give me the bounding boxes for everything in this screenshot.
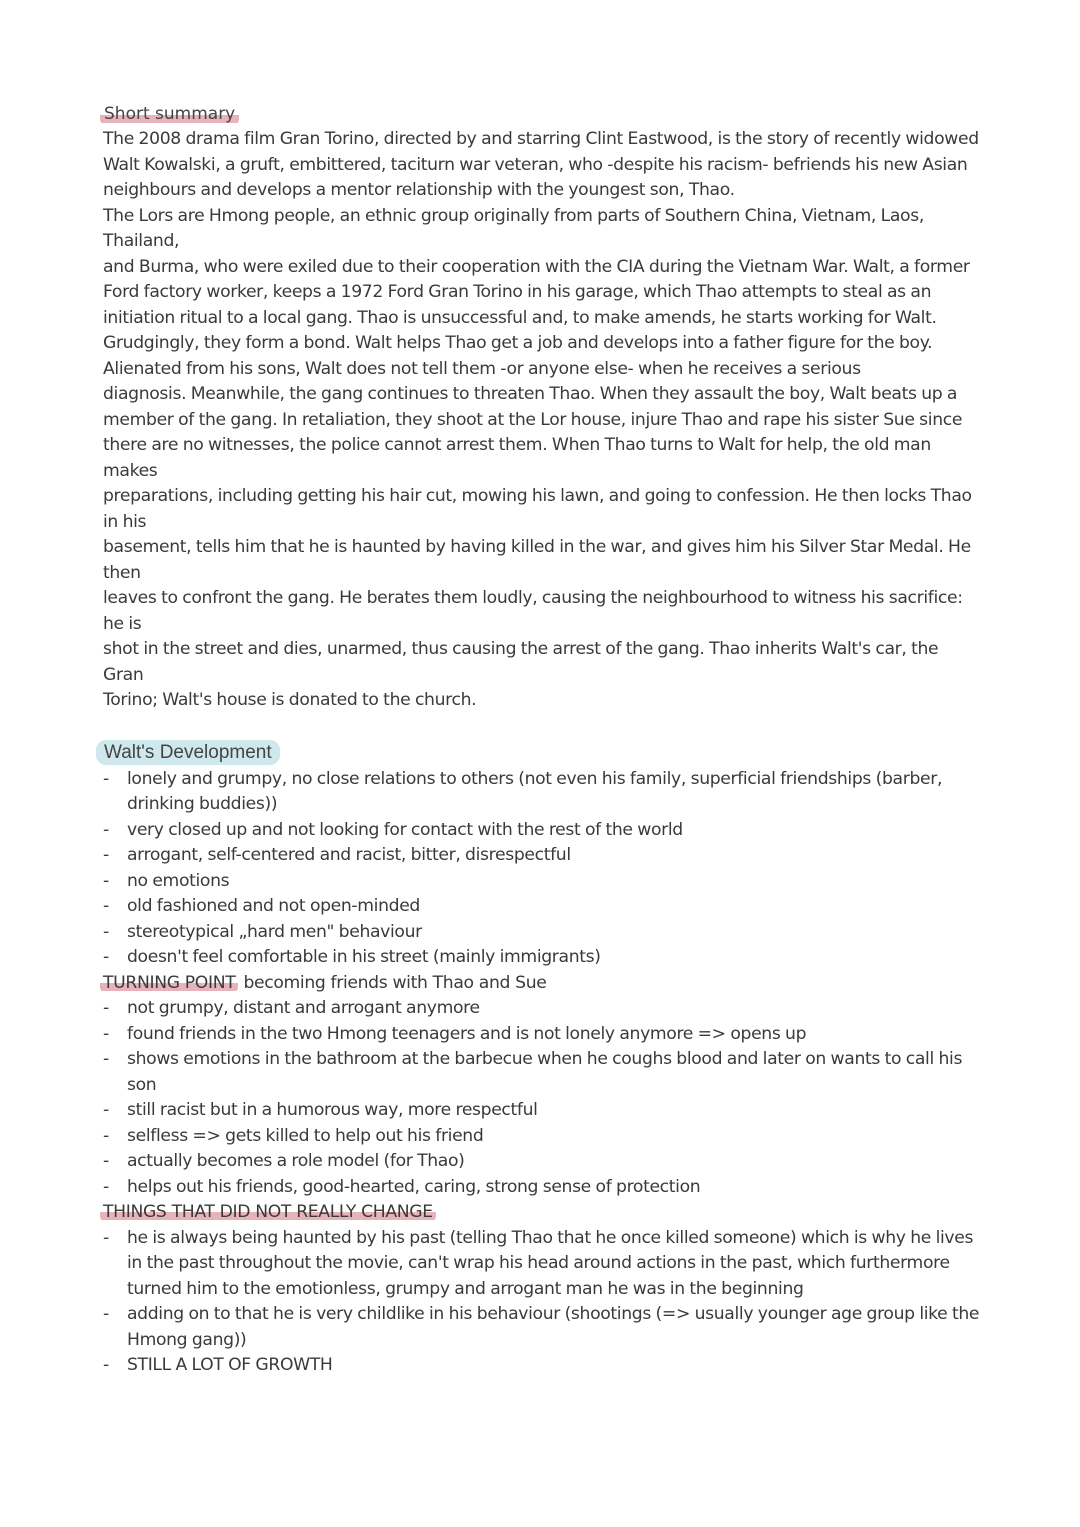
summary-line: preparations, including getting his hair cut, mowing his lawn, and going to confession. He then locks Thao in his	[103, 486, 972, 532]
list-item: - not grumpy, distant and arrogant anymore	[103, 996, 983, 1022]
summary-line: member of the gang. In retaliation, they shoot at the Lor house, injure Thao and rape his sister Sue since	[103, 409, 963, 430]
turning-point-text: becoming friends with Thao and Sue	[238, 972, 547, 993]
summary-section	[103, 103, 983, 714]
list-item: - selfless => gets killed to help out his friend	[103, 1124, 983, 1150]
summary-line: diagnosis. Meanwhile, the gang continues to threaten Thao. When they assault the boy, Walt beats up a	[103, 384, 958, 404]
turning-point-heading	[103, 971, 983, 997]
summary-line: and Burma, who were exiled due to their cooperation with the CIA during the Vietnam War. Walt, a former	[103, 256, 970, 277]
unchanged-heading	[103, 1200, 983, 1226]
list-item: - actually becomes a role model (for Thao)	[103, 1149, 983, 1175]
summary-line: Ford factory worker, keeps a 1972 Ford Gran Torino in his garage, which Thao attempts to steal as an	[103, 282, 932, 302]
turning-point-tag: TURNING POINT	[100, 973, 238, 993]
summary-line: there are no witnesses, the police cannot arrest them. When Thao turns to Walt for help, the old man makes	[103, 435, 931, 481]
development-heading: Walt's Development	[96, 740, 280, 765]
summary-line: Alienated from his sons, Walt does not tell them -or anyone else- when he receives a serious	[103, 358, 861, 379]
summary-line: initiation ritual to a local gang. Thao is unsuccessful and, to make amends, he starts working for Walt.	[103, 307, 937, 328]
summary-line: Torino; Walt's house is donated to the church.	[103, 690, 477, 710]
summary-line: The Lors are Hmong people, an ethnic group originally from parts of Southern China, Vietnam, Laos, Thailand,	[103, 205, 924, 251]
summary-line: Walt Kowalski, a gruft, embittered, taciturn war veteran, who -despite his racism- befriends his new Asian	[103, 154, 968, 175]
list-item: - no emotions	[103, 869, 983, 895]
summary-line: leaves to confront the gang. He berates them loudly, causing the neighbourhood to witness his sacrifice: he is	[103, 588, 963, 634]
list-item: - adding on to that he is very childlike in his behaviour (shootings (=> usually younger age group like the Hmong gang))	[103, 1302, 983, 1353]
list-item: - helps out his friends, good-hearted, caring, strong sense of protection	[103, 1175, 983, 1201]
after-list	[103, 996, 983, 1200]
unchanged-tag: THINGS THAT DID NOT REALLY CHANGE	[100, 1202, 436, 1222]
list-item: - still racist but in a humorous way, more respectful	[103, 1098, 983, 1124]
list-item: - STILL A LOT OF GROWTH	[103, 1353, 983, 1379]
list-item: - lonely and grumpy, no close relations to others (not even his family, superficial friendships (barber, drinking buddies))	[103, 767, 983, 818]
list-item: - stereotypical „hard men" behaviour	[103, 920, 983, 946]
list-item: - he is always being haunted by his past (telling Thao that he once killed someone) which is why he lives in the past throughout the movie, can't wrap his head around actions in the past, which furthermore turned him to the emotionless, grumpy and arrogant man he was in the beginning	[103, 1226, 983, 1303]
summary-line: The 2008 drama film Gran Torino, directed by and starring Clint Eastwood, is the story of recently widowed	[103, 129, 979, 149]
list-item: - found friends in the two Hmong teenagers and is not lonely anymore => opens up	[103, 1022, 983, 1048]
summary-line: Grudgingly, they form a bond. Walt helps Thao get a job and develops into a father figure for the boy.	[103, 333, 933, 353]
unchanged-list	[103, 1226, 983, 1379]
summary-heading: Short summary	[100, 103, 239, 125]
list-item: - shows emotions in the bathroom at the barbecue when he coughs blood and later on wants to call his son	[103, 1047, 983, 1098]
list-item: - arrogant, self-centered and racist, bitter, disrespectful	[103, 843, 983, 869]
document-page	[103, 103, 983, 1379]
development-section	[103, 740, 983, 1379]
summary-line: basement, tells him that he is haunted by having killed in the war, and gives him his Silver Star Medal. He then	[103, 537, 971, 583]
summary-text	[103, 127, 983, 714]
list-item: - old fashioned and not open-minded	[103, 894, 983, 920]
summary-line: neighbours and develops a mentor relationship with the youngest son, Thao.	[103, 180, 735, 200]
summary-line: shot in the street and dies, unarmed, thus causing the arrest of the gang. Thao inherits Walt's car, the Gran	[103, 639, 939, 685]
list-item: - very closed up and not looking for contact with the rest of the world	[103, 818, 983, 844]
before-list	[103, 767, 983, 971]
list-item: - doesn't feel comfortable in his street (mainly immigrants)	[103, 945, 983, 971]
